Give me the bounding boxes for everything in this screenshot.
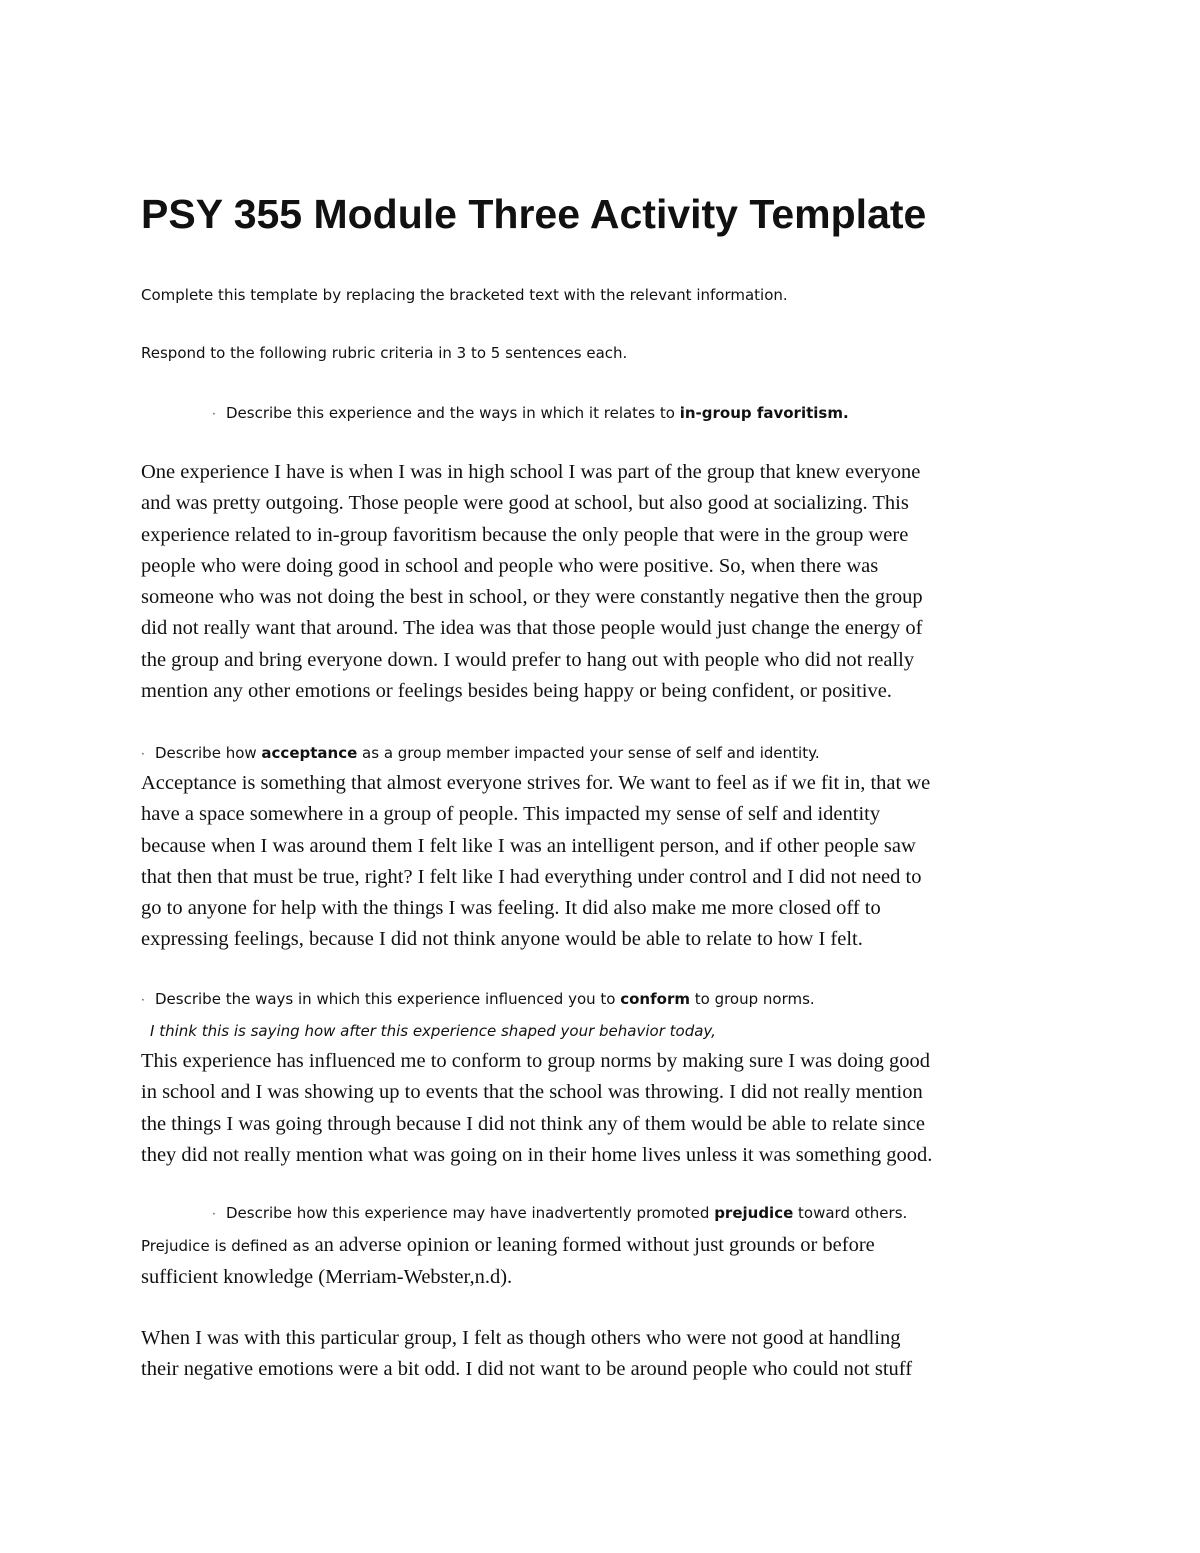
prompt-text-rest: as a group member impacted your sense of self and identity. — [357, 744, 820, 762]
response-line: One experience I have is when I was in high school I was part of the group that knew everyone — [141, 461, 921, 483]
response-line: and was pretty outgoing. Those people were good at school, but also good at socializing. This — [141, 492, 909, 515]
response-line: someone who was not doing the best in school, or they were constantly negative then the group — [141, 586, 923, 609]
prompt-text: Describe this experience and the ways in which it relates to — [226, 404, 680, 422]
prompt-text: Describe how — [155, 744, 262, 762]
instruction-complete-template: Complete this template by replacing the bracketed text with the relevant information. — [141, 286, 788, 304]
prompt-keyword: prejudice — [714, 1204, 794, 1222]
instruction-respond-criteria: Respond to the following rubric criteria in 3 to 5 sentences each. — [141, 344, 628, 362]
response-conform — [141, 1046, 1061, 1171]
prejudice-definition — [141, 1230, 875, 1262]
definition-text: an adverse opinion or leaning formed without just grounds or before — [309, 1234, 875, 1256]
prompt-text: Describe the ways in which this experience influenced you to — [155, 990, 621, 1008]
response-prejudice — [141, 1323, 1061, 1386]
bullet-dot: · — [212, 1207, 216, 1221]
student-note: I think this is saying how after this experience shaped your behavior today, — [150, 1022, 716, 1040]
definition-line: sufficient knowledge (Merriam-Webster,n.d). — [141, 1266, 513, 1288]
definition-lead: Prejudice is defined as — [141, 1237, 310, 1255]
response-line: the group and bring everyone down. I would prefer to hang out with people who did not really — [141, 648, 915, 671]
prompt-keyword: in-group favoritism — [679, 404, 843, 422]
response-line: because when I was around them I felt like I was an intelligent person, and if other people saw — [141, 834, 916, 857]
response-in-group-favoritism — [141, 457, 1061, 707]
response-line: in school and I was showing up to events that the school was throwing. I did not really mention — [141, 1081, 923, 1104]
rubric-prompt-acceptance — [141, 742, 820, 765]
rubric-prompt-conform — [141, 988, 815, 1011]
response-line: mention any other emotions or feelings besides being happy or being confident, or positive. — [141, 680, 892, 703]
response-line: When I was with this particular group, I felt as though others who were not good at handling — [141, 1327, 901, 1349]
response-line: expressing feelings, because I did not think anyone would be able to relate to how I felt. — [141, 928, 863, 951]
bullet-dot: · — [212, 407, 216, 421]
rubric-prompt-prejudice — [212, 1202, 907, 1225]
bullet-dot: · — [141, 747, 145, 761]
response-line: people who were doing good in school and people who were positive. So, when there was — [141, 554, 879, 577]
prompt-keyword: conform — [620, 990, 690, 1008]
response-line: their negative emotions were a bit odd. I did not want to be around people who could not stuff — [141, 1358, 913, 1381]
prompt-punctuation: . — [842, 404, 849, 422]
prompt-keyword: acceptance — [261, 744, 358, 762]
prompt-text-rest: toward others. — [793, 1204, 908, 1222]
bullet-dot: · — [141, 993, 145, 1007]
prompt-text-rest: to group norms. — [689, 990, 815, 1008]
response-line: This experience has influenced me to conform to group norms by making sure I was doing good — [141, 1050, 931, 1072]
response-line: the things I was going through because I did not think any of them would be able to relate since — [141, 1112, 925, 1135]
response-line: did not really want that around. The idea was that those people would just change the energy of — [141, 617, 923, 640]
response-line: go to anyone for help with the things I was feeling. It did also make me more closed off to — [141, 897, 881, 920]
page-title: PSY 355 Module Three Activity Template — [141, 191, 927, 237]
response-line: Acceptance is something that almost everyone strives for. We want to feel as if we fit in, that we — [141, 772, 931, 794]
prompt-text: Describe how this experience may have inadvertently promoted — [226, 1204, 715, 1222]
response-line: they did not really mention what was going on in their home lives unless it was something good. — [141, 1143, 933, 1166]
response-line: experience related to in-group favoritism because the only people that were in the group were — [141, 523, 909, 546]
response-acceptance — [141, 768, 1061, 956]
rubric-prompt-in-group-favoritism — [212, 402, 849, 425]
definition-continuation — [141, 1262, 1061, 1293]
response-line: that then that must be true, right? I felt like I had everything under control and I did not need to — [141, 865, 922, 888]
response-line: have a space somewhere in a group of people. This impacted my sense of self and identity — [141, 803, 881, 826]
